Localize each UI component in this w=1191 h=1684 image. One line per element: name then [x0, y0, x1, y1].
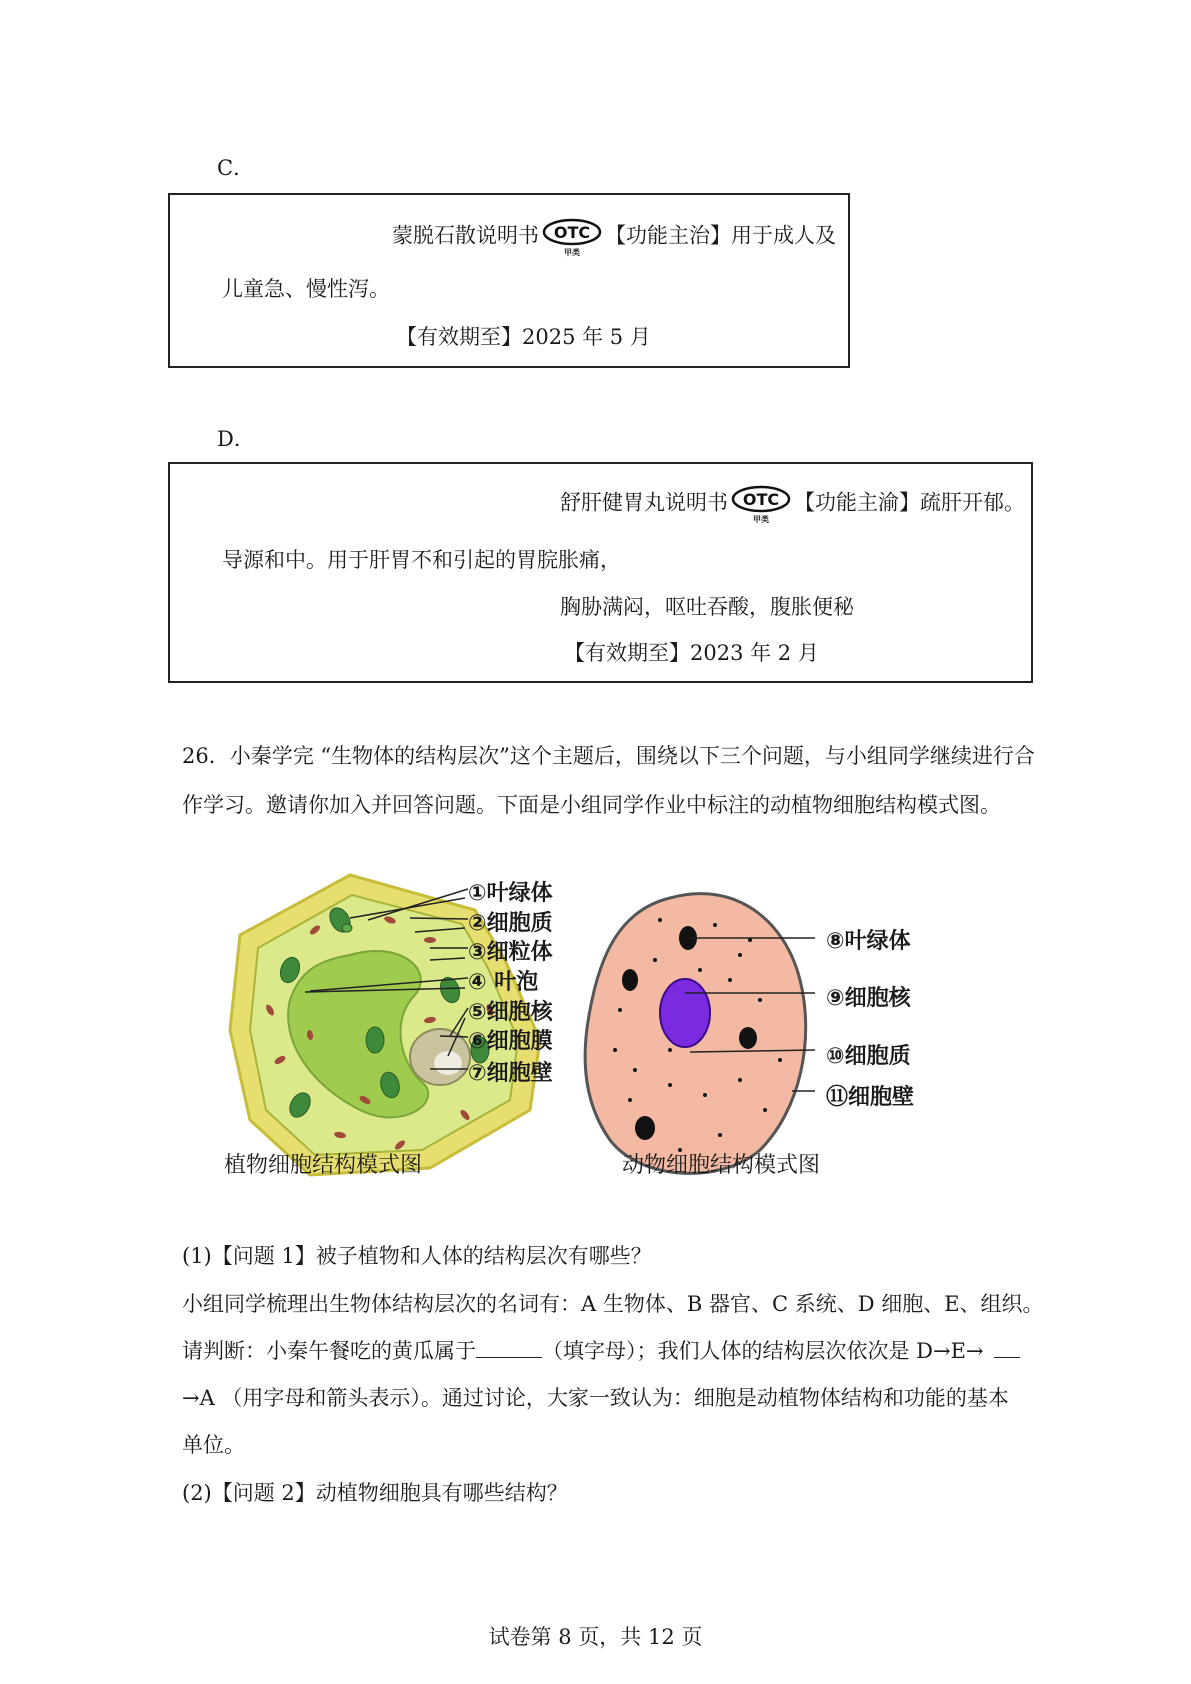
animal-label-cytoplasm: ⑩细胞质: [826, 1044, 911, 1069]
plant-label-wall: ⑦细胞壁: [468, 1061, 553, 1086]
question-1-line2-part2: （填字母）；我们人体的结构层次依次是 D→E→: [542, 1339, 984, 1363]
animal-label-chloroplast: ⑧叶绿体: [826, 929, 911, 954]
plant-caption: 植物细胞结构模式图: [224, 1153, 423, 1178]
otc-logo-sub: 甲类: [753, 515, 769, 524]
animal-label-nucleus: ⑨细胞核: [826, 986, 911, 1011]
option-c-line2: 儿童急、慢性泻。: [222, 277, 390, 301]
animal-caption: 动物细胞结构模式图: [622, 1153, 821, 1178]
question-1-line2-part1: 请判断：小秦午餐吃的黄瓜属于: [182, 1339, 476, 1363]
question-1-line2: [182, 1339, 1020, 1364]
option-d-line3: 胸胁满闷，呕吐吞酸，腹胀便秘: [560, 595, 854, 619]
animal-label-wall: ⑪细胞壁: [826, 1085, 915, 1110]
option-c-expiry: 【有效期至】2025 年 5 月: [396, 325, 651, 349]
q26-intro-line1: 26．小秦学完 “生物体的结构层次”这个主题后，围绕以下三个问题，与小组同学继续进行合: [182, 744, 1035, 768]
option-d-title: 舒肝健胃丸说明书: [560, 490, 728, 515]
option-c-title: 蒙脱石散说明书: [392, 223, 539, 248]
plant-label-membrane: ⑥细胞膜: [468, 1029, 553, 1054]
otc-logo: [730, 484, 792, 524]
plant-label-nucleus: ⑤细胞核: [468, 1000, 553, 1025]
plant-label-vacuole: ④ 叶泡: [468, 970, 539, 995]
option-c-func: 【功能主治】用于成人及: [605, 223, 836, 248]
question-1-line1: 小组同学梳理出生物体结构层次的名词有：A 生物体、B 器官、C 系统、D 细胞、E、组织。: [182, 1292, 1044, 1316]
otc-logo-text: OTC: [553, 223, 591, 242]
plant-label-mitochondria: ③细粒体: [468, 940, 553, 965]
answer-blank-hierarchy[interactable]: [994, 1339, 1020, 1358]
option-d-letter: D．: [217, 427, 255, 451]
option-c-box: [168, 193, 850, 368]
animal-nucleus: [660, 979, 710, 1047]
plant-label-lines: [300, 860, 470, 1090]
question-1-line3: →A （用字母和箭头表示）。通过讨论，大家一致认为：细胞是动植物体结构和功能的基本: [182, 1386, 1009, 1410]
otc-logo-sub: 甲类: [564, 248, 580, 257]
plant-label-chloroplast: ①叶绿体: [468, 881, 553, 906]
q26-intro-line2: 作学习。邀请你加入并回答问题。下面是小组同学作业中标注的动植物细胞结构模式图。: [182, 793, 1001, 817]
answer-blank-cucumber[interactable]: [476, 1339, 542, 1358]
question-1-line4: 单位。: [182, 1433, 245, 1457]
option-d-line2: 导源和中。用于肝胃不和引起的胃脘胀痛，: [222, 548, 621, 572]
option-d-title-line: [560, 484, 1025, 524]
otc-logo-text: OTC: [742, 490, 780, 509]
animal-cell: [585, 894, 815, 1174]
page-footer: 试卷第 8 页，共 12 页: [488, 1625, 703, 1649]
question-2-title: (2)【问题 2】动植物细胞具有哪些结构？: [182, 1481, 568, 1505]
question-1-title: (1)【问题 1】被子植物和人体的结构层次有哪些？: [182, 1244, 652, 1268]
plant-label-cytoplasm: ②细胞质: [468, 911, 553, 936]
option-d-func: 【功能主渝】疏肝开郁。: [794, 490, 1025, 515]
option-d-expiry: 【有效期至】2023 年 2 月: [564, 641, 819, 665]
otc-logo: [541, 217, 603, 257]
option-c-letter: C．: [217, 156, 255, 180]
option-c-title-line: [392, 217, 836, 257]
option-d-box: [168, 462, 1033, 683]
